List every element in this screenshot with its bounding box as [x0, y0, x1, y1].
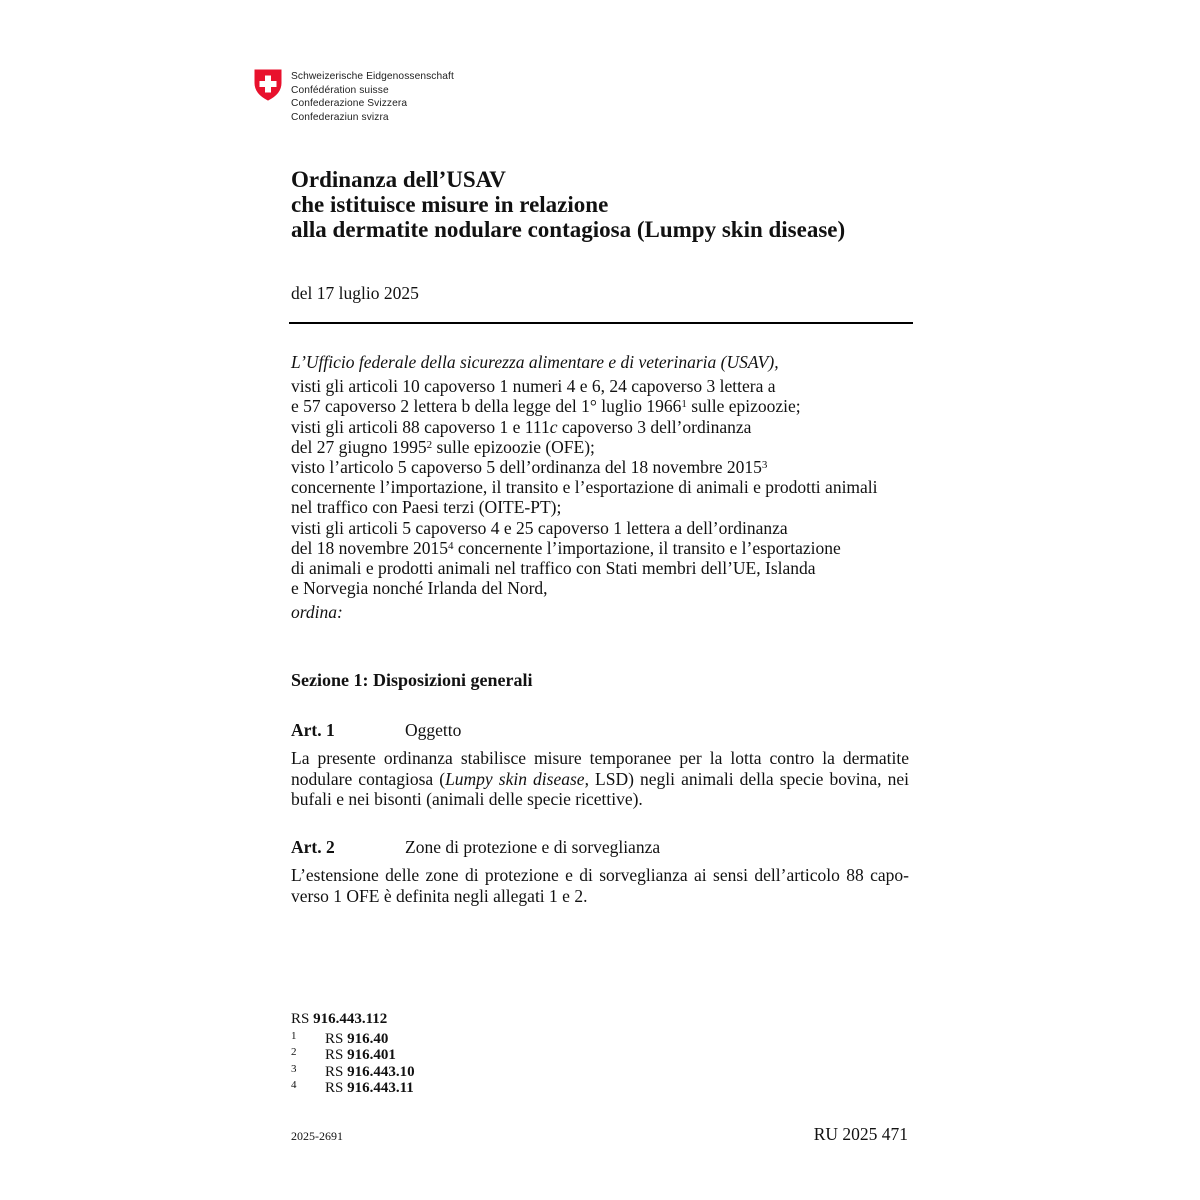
article-text-line: verso 1 OFE è definita negli allegati 1 e 2.: [291, 885, 588, 906]
document-title: [291, 167, 845, 242]
preamble-line: visti gli articoli 10 capoverso 1 numeri 4 e 6, 24 capoverso 3 lettera a: [291, 376, 776, 397]
footnote-item: [291, 1031, 415, 1048]
footnote-ref: 1: [681, 398, 687, 411]
rs-number: 916.40: [347, 1030, 389, 1047]
document-date: del 17 luglio 2025: [291, 283, 419, 303]
rs-prefix: RS: [325, 1080, 348, 1096]
federation-name-de: Schweizerische Eidgenossenschaft: [291, 71, 454, 82]
preamble-ordina: ordina:: [291, 602, 343, 623]
preamble-line: visti gli articoli 5 capoverso 4 e 25 capoverso 1 lettera a dell’ordinanza: [291, 517, 788, 538]
preamble-line: visto l’articolo 5 capoverso 5 dell’ordinanza del 18 novembre 2015$^3$: [291, 457, 768, 478]
title-line-1: Ordinanza dell’USAV: [291, 167, 506, 192]
preamble-line: e 57 capoverso 2 lettera b della legge del 1° luglio 1966$^1$ sulle epizoozie;: [291, 396, 801, 417]
document-number: 2025-2691: [291, 1129, 343, 1143]
title-divider: [289, 322, 913, 324]
rs-number: 916.443.112: [313, 1011, 388, 1027]
section-heading: Sezione 1: Disposizioni generali: [291, 670, 533, 690]
rs-prefix: RS: [325, 1030, 348, 1047]
footnote-item: [291, 1047, 415, 1064]
footnote-list: [291, 1031, 415, 1097]
italic-term: c: [549, 416, 558, 437]
preamble-lines: [291, 376, 913, 598]
article-text-line: bufali e nei bisonti (animali delle specie ricettive).: [291, 789, 643, 810]
footnote-item: [291, 1080, 415, 1097]
preamble-line: concernente l’importazione, il transito e l’esportazione di animali e prodotti animali: [291, 477, 878, 498]
article-title: Zone di protezione e di sorveglianza: [405, 837, 661, 857]
article-text: [291, 865, 909, 906]
preamble-line: e Norvegia nonché Irlanda del Nord,: [291, 578, 548, 599]
article-number: Art. 1: [291, 720, 335, 740]
italic-term: Lumpy skin disease: [445, 768, 585, 789]
article-text-line: L’estensione delle zone di protezione e di sorveglianza ai sensi dell’articolo 88 capo-: [291, 865, 909, 885]
rs-number: 916.443.10: [347, 1063, 415, 1080]
rs-number: 916.401: [347, 1047, 396, 1063]
rs-reference: [291, 1011, 415, 1028]
footnote-number: 2: [291, 1046, 297, 1058]
title-line-2: che istituisce misure in relazione: [291, 192, 609, 217]
footnote-number: 4: [291, 1079, 297, 1091]
preamble-line: visti gli articoli 88 capoverso 1 e 111c capoverso 3 dell’ordinanza: [291, 416, 752, 437]
article-text-line: La presente ordinanza stabilisce misure temporanee per la lotta contro la dermatite: [291, 748, 909, 768]
footnote-ref: 3: [761, 459, 768, 472]
federation-name-fr: Confédération suisse: [291, 84, 389, 96]
preamble-authority: L’Ufficio federale della sicurezza alimentare e di veterinaria (USAV),: [291, 352, 779, 372]
article-heading: [291, 837, 660, 858]
rs-number: 916.443.11: [347, 1080, 414, 1096]
preamble-line: del 18 novembre 2015$^4$ concernente l’importazione, il transito e l’esportazione: [291, 537, 841, 558]
footnote-number: 1: [291, 1029, 297, 1042]
swiss-cross-shield-icon: [254, 69, 282, 101]
title-line-3: alla dermatite nodulare contagiosa (Lumpy skin disease): [291, 217, 846, 242]
federation-name-rm: Confederaziun svizra: [291, 111, 389, 123]
footnote-number: 3: [291, 1062, 297, 1075]
article-text: [291, 748, 909, 810]
rs-prefix: RS: [325, 1063, 348, 1080]
footnote-ref: 2: [426, 438, 433, 451]
ru-reference: RU 2025 471: [813, 1124, 908, 1144]
preamble-line: nel traffico con Paesi terzi (OITE-PT);: [291, 497, 562, 518]
footnote-ref: 4: [447, 539, 454, 552]
footnote-item: [291, 1064, 415, 1081]
article-title: Oggetto: [405, 720, 462, 740]
rs-prefix: RS: [291, 1011, 310, 1027]
article-number: Art. 2: [291, 837, 335, 857]
article-text-line: nodulare contagiosa (Lumpy skin disease, LSD) negli animali della specie bovina, nei: [291, 768, 909, 789]
federation-names: [291, 70, 454, 124]
article-heading: [291, 720, 461, 741]
preamble-line: di animali e prodotti animali nel traffico con Stati membri dell’UE, Islanda: [291, 558, 816, 579]
footnotes: [291, 1011, 415, 1097]
rs-prefix: RS: [325, 1047, 348, 1063]
federation-name-it: Confederazione Svizzera: [291, 98, 408, 110]
preamble: [291, 352, 913, 623]
preamble-line: del 27 giugno 1995$^2$ sulle epizoozie (OFE);: [291, 436, 595, 457]
